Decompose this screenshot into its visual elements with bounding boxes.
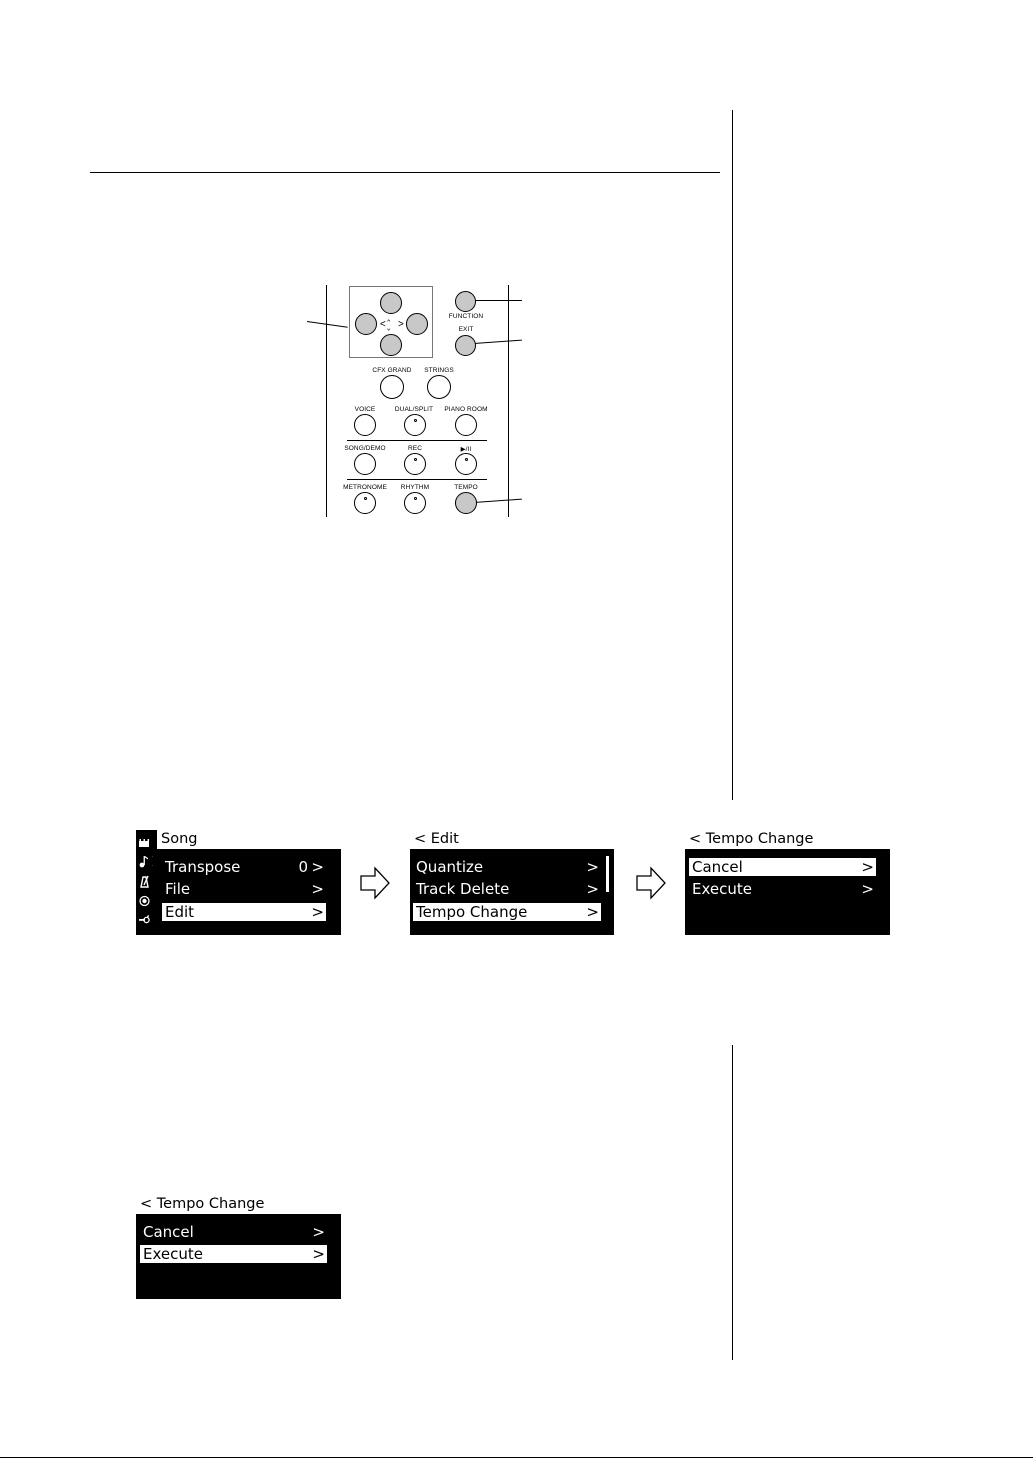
margin-rule-bottom (732, 1045, 733, 1360)
cursor-up-button[interactable] (380, 292, 402, 314)
menu-item-label: Tempo Change (416, 903, 528, 921)
voice-button[interactable] (354, 414, 376, 436)
menu-item-label: Execute (143, 1245, 203, 1263)
lcd-title (157, 830, 341, 849)
control-panel-diagram (0, 0, 733, 530)
cursor-left-glyph-icon: < (380, 319, 386, 330)
menu-item-edit[interactable] (162, 903, 326, 921)
lcd-title (136, 1195, 341, 1214)
lcd-title (685, 830, 890, 849)
back-chevron-icon: < (689, 831, 702, 847)
cursor-down-glyph-icon: ‸ (387, 328, 391, 339)
chevron-right-icon: > (586, 903, 599, 921)
menu-item-label: Cancel (143, 1223, 194, 1241)
menu-item-transpose[interactable] (162, 858, 326, 876)
dual-split-label: DUAL/SPLIT (394, 406, 434, 413)
chevron-right-icon: > (861, 858, 874, 876)
rhythm-label: RHYTHM (400, 484, 430, 491)
scrollbar[interactable] (606, 856, 609, 892)
play-pause-label: ▶/II (460, 446, 472, 453)
dual-split-button[interactable] (404, 414, 426, 436)
metronome-led-icon (364, 497, 367, 500)
next-step-arrow-icon (635, 866, 667, 900)
rec-led-icon (414, 458, 417, 461)
tempo-button[interactable] (455, 492, 477, 514)
callout-right-bracket (508, 285, 509, 517)
cfx-grand-button[interactable] (380, 375, 404, 399)
keyboard-icon (139, 839, 149, 847)
menu-item-label: Execute (692, 880, 752, 898)
menu-item-track-delete[interactable] (413, 880, 601, 898)
voice-label: VOICE (354, 406, 376, 413)
piano-room-button[interactable] (455, 414, 477, 436)
chevron-right-icon: > (861, 880, 874, 898)
exit-label: EXIT (458, 326, 474, 333)
metronome-icon (141, 876, 148, 887)
note-icon (140, 856, 148, 867)
back-chevron-icon: < (414, 831, 427, 847)
song-demo-button[interactable] (354, 453, 376, 475)
lcd-tempo-change-cancel-screen (685, 830, 890, 935)
cursor-left-button[interactable] (355, 313, 377, 335)
function-label: FUNCTION (448, 313, 484, 320)
exit-button[interactable] (455, 335, 476, 356)
lcd-title (410, 830, 614, 849)
strings-label: STRINGS (424, 367, 454, 374)
chevron-right-icon: > (312, 1245, 325, 1263)
rec-label: REC (407, 445, 423, 452)
cursor-right-glyph-icon: > (398, 319, 404, 330)
footer-rule (0, 1457, 1033, 1458)
rec-button[interactable] (404, 453, 426, 475)
play-led-icon (465, 458, 468, 461)
screen-title: Tempo Change (705, 831, 814, 847)
back-chevron-icon: < (140, 1196, 153, 1212)
menu-item-value: 0 (298, 858, 308, 876)
lcd-edit-screen (410, 830, 614, 935)
cursor-down-button[interactable] (380, 334, 402, 356)
menu-item-label: Transpose (165, 858, 241, 876)
callout-cursor-line (307, 321, 348, 328)
callout-function-line (474, 300, 522, 301)
rhythm-button[interactable] (404, 492, 426, 514)
menu-item-quantize[interactable] (413, 858, 601, 876)
menu-item-label: Edit (165, 903, 195, 921)
tempo-label: TEMPO (454, 484, 478, 491)
menu-item-cancel[interactable] (140, 1223, 327, 1241)
chevron-right-icon: > (312, 1223, 325, 1241)
side-icon-strip (136, 830, 153, 935)
record-icon (140, 897, 149, 906)
menu-item-tempo-change[interactable] (413, 903, 601, 921)
tool-icon (139, 915, 149, 923)
callout-tempo-line (474, 499, 522, 503)
rhythm-led-icon (414, 497, 417, 500)
chevron-right-icon: > (311, 858, 324, 876)
screen-title: Tempo Change (156, 1196, 265, 1212)
metronome-label: METRONOME (343, 484, 387, 491)
menu-item-execute[interactable] (689, 880, 876, 898)
cfx-grand-label: CFX GRAND (372, 367, 412, 374)
lcd-tempo-change-execute-screen (136, 1195, 341, 1299)
menu-item-label: Cancel (692, 858, 743, 876)
screen-title: Edit (430, 831, 459, 847)
dual-split-led-icon (414, 419, 417, 422)
cursor-up-glyph-icon: ‸ (387, 311, 391, 322)
chevron-right-icon: > (586, 880, 599, 898)
cursor-right-button[interactable] (406, 313, 428, 335)
menu-item-file[interactable] (162, 880, 326, 898)
function-button[interactable] (455, 291, 476, 312)
chevron-right-icon: > (586, 858, 599, 876)
callout-left-bracket (326, 285, 327, 517)
menu-item-label: Quantize (416, 858, 484, 876)
menu-item-execute[interactable] (140, 1245, 327, 1263)
chevron-right-icon: > (311, 880, 324, 898)
next-step-arrow-icon (359, 866, 391, 900)
panel-divider-2 (347, 479, 487, 480)
callout-exit-line (474, 340, 522, 344)
screen-title: Song (161, 831, 198, 847)
lcd-song-screen (136, 830, 341, 935)
menu-item-label: File (165, 880, 191, 898)
song-demo-label: SONG/DEMO (344, 445, 386, 452)
menu-item-label: Track Delete (416, 880, 510, 898)
strings-button[interactable] (427, 375, 451, 399)
menu-item-cancel[interactable] (689, 858, 876, 876)
panel-divider-1 (347, 440, 487, 441)
chevron-right-icon: > (311, 903, 324, 921)
piano-room-label: PIANO ROOM (444, 406, 488, 413)
play-pause-button[interactable] (455, 453, 477, 475)
metronome-button[interactable] (354, 492, 376, 514)
